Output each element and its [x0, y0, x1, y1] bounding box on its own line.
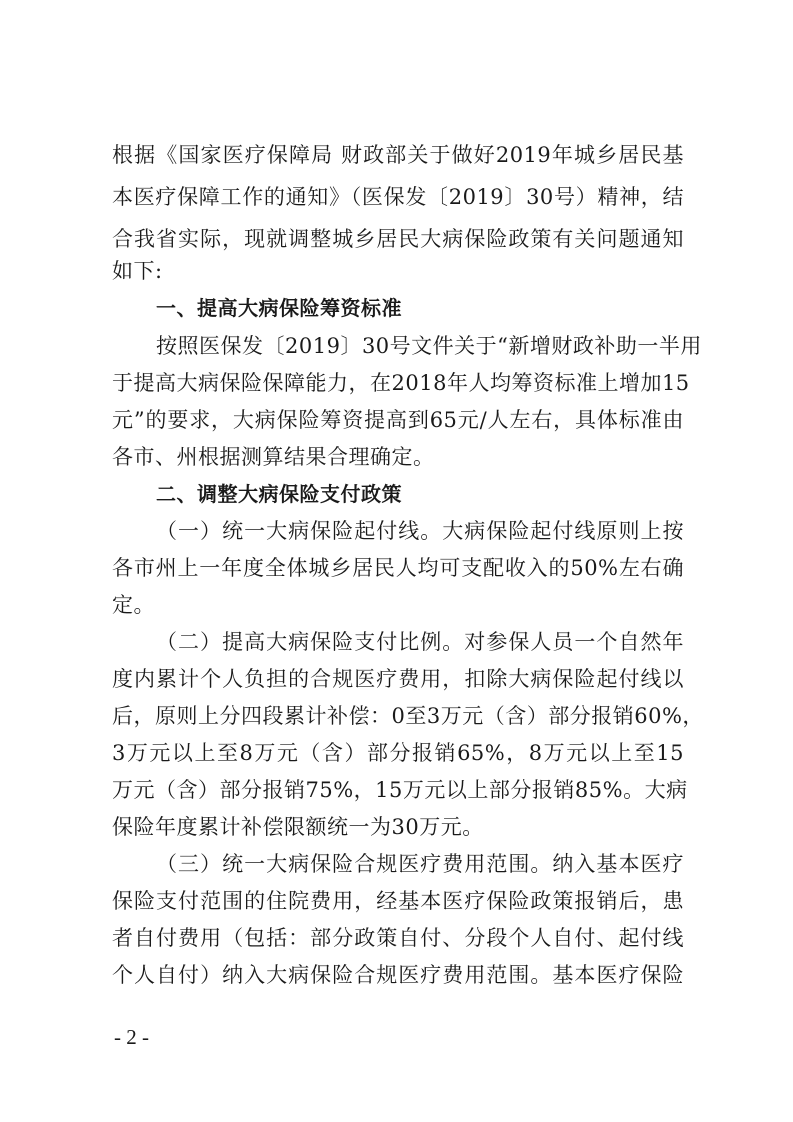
body-text-line: 各市、州根据测算结果合理确定。 [112, 445, 435, 469]
body-text-line: 于提高大病保险保障能力，在2018年人均筹资标准上增加15 [112, 371, 690, 395]
body-text-line: 根据《国家医疗保障局 财政部关于做好2019年城乡居民基 [112, 143, 684, 167]
body-text-line: 个人自付）纳入大病保险合规医疗费用范围。基本医疗保险 [112, 963, 684, 987]
body-text-line: 各市州上一年度全体城乡居民人均可支配收入的50%左右确 [112, 556, 684, 580]
body-text-line: 元”的要求，大病保险筹资提高到65元/人左右，具体标准由 [112, 408, 684, 432]
body-text-line: 定。 [112, 593, 155, 617]
body-text-line: 保险年度累计补偿限额统一为30万元。 [112, 815, 484, 839]
body-text-line: 3万元以上至8万元（含）部分报销65%，8万元以上至15 [112, 741, 684, 765]
body-text-line: 万元（含）部分报销75%，15万元以上部分报销85%。大病 [112, 778, 688, 802]
body-text-line: （一）统一大病保险起付线。大病保险起付线原则上按 [156, 519, 684, 543]
body-text-line: 本医疗保障工作的通知》（医保发〔2019〕30号）精神，结 [112, 185, 684, 209]
body-text-line: 度内累计个人负担的合规医疗费用，扣除大病保险起付线以 [112, 667, 684, 691]
body-text-line: 合我省实际，现就调整城乡居民大病保险政策有关问题通知 [112, 227, 684, 251]
body-text-line: 如下: [112, 259, 163, 283]
page-number: - 2 - [114, 1025, 149, 1049]
body-text-line: （三）统一大病保险合规医疗费用范围。纳入基本医疗 [156, 852, 684, 876]
body-text-line: 者自付费用（包括：部分政策自付、分段个人自付、起付线 [112, 926, 684, 950]
body-text-line: 按照医保发〔2019〕30号文件关于“新增财政补助一半用 [156, 334, 702, 358]
body-text-line: 后，原则上分四段累计补偿：0至3万元（含）部分报销60%， [112, 704, 704, 728]
body-text-line: （二）提高大病保险支付比例。对参保人员一个自然年 [156, 630, 684, 654]
section-heading-1: 一、提高大病保险筹资标准 [156, 296, 402, 320]
section-heading-2: 二、调整大病保险支付政策 [156, 482, 402, 506]
body-text-line: 保险支付范围的住院费用，经基本医疗保险政策报销后，患 [112, 889, 684, 913]
